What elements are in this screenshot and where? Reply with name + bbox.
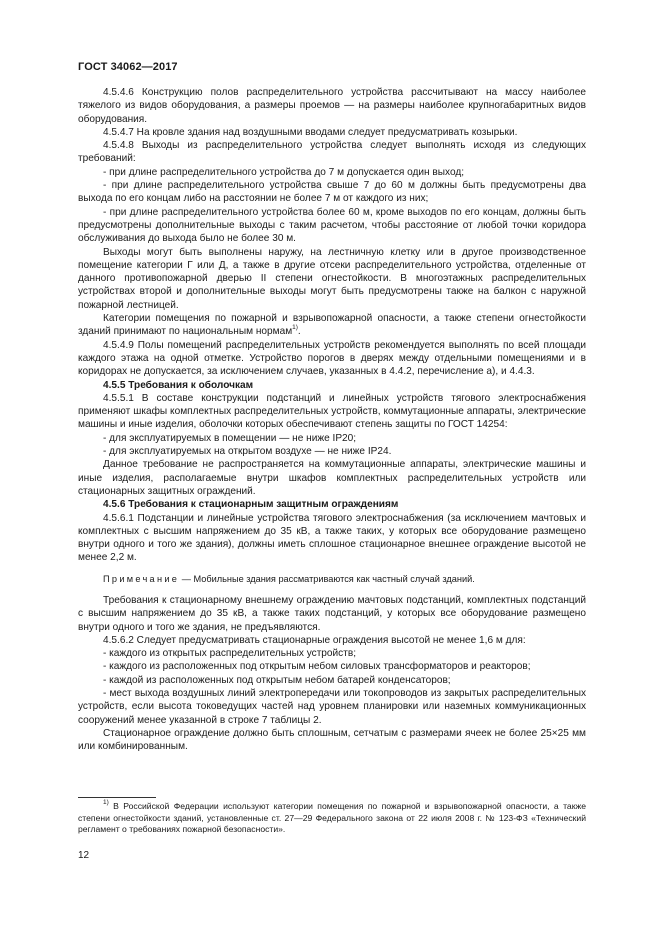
paragraph-4-5-6-1: 4.5.6.1 Подстанции и линейные устройства тягового электроснабжения (за исключением мачтовых и комплектных с высшим напряжением до 35 кВ, а также таких, у которых все оборудование размещено внутри одного и того же здания), должны иметь сплошное стационарное внешнее ограждение высотой не менее 2,2 м. [78, 512, 586, 564]
section-heading-4-5-6: 4.5.6 Требования к стационарным защитным ограждениям [103, 499, 399, 511]
list-item: - при длине распределительного устройства более 60 м, кроме выходов по его концам, должны быть предусмотрены дополнительные выходы с таким расчетом, чтобы расстояние от любой точки коридора обслуживания до выхода было не более 30 м. [78, 206, 586, 245]
paragraph-4-5-5-1: 4.5.5.1 В составе конструкции подстанций и линейных устройств тягового электроснабжения применяют шкафы комплектных распределительных устройств, коммутационные аппараты, электрические машины и иные изделия, оболочки которых обеспечивают степень защиты по ГОСТ 14254: [78, 392, 586, 431]
paragraph-4-5-4-9: 4.5.4.9 Полы помещений распределительных устройств рекомендуется выполнять по всей площади каждого этажа на одной отметке. Устройство порогов в дверях между отдельными помещениями и в коридорах не допускается, за исключением случаев, указанных в 4.4.2, перечисление а), и 4.4.3. [78, 339, 586, 378]
paragraph-exits: Выходы могут быть выполнены наружу, на лестничную клетку или в другое производственное помещение категории Г или Д, а также в другие отсеки распределительного устройства, отделенные от данного противопожарной дверью II степени огнестойкости. В многоэтажных распределительных устройствах второй и дополнительные выходы могут быть предусмотрены также на балкон с наружной пожарной лестницей. [78, 246, 586, 311]
paragraph-4-5-4-8: 4.5.4.8 Выходы из распределительного устройства следует выполнять исходя из следующих требований: [78, 140, 586, 165]
list-item: - мест выхода воздушных линий электропередачи или токопроводов из закрытых распределительных устройств, если высота токоведущих частей над уровнем планировки или наземных коммуникационных сооружений менее указанной в строке 7 таблицы 2. [78, 688, 586, 726]
footnote [78, 801, 586, 836]
paragraph-4-5-4-6: 4.5.4.6 Конструкцию полов распределительного устройства рассчитывают на массу наиболее тяжелого из видов оборудования, а размеры проемов — на размеры наиболее крупногабаритных видов оборудования. [78, 87, 586, 125]
paragraph-fence-requirements: Требования к стационарному внешнему ограждению мачтовых подстанций, комплектных подстанций с высшим напряжением до 35 кВ, а также таких подстанций, у которых все оборудование размещено внутри одного и того же здания, не предъявляются. [78, 594, 586, 633]
list-item: - для эксплуатируемых на открытом воздухе — не ниже IP24. [103, 446, 392, 458]
note [78, 573, 586, 586]
list-item: - каждого из открытых распределительных устройств; [103, 648, 357, 660]
paragraph-4-5-4-7: 4.5.4.7 На кровле здания над воздушными вводами следует предусматривать козырьки. [103, 126, 518, 138]
list-item: - каждой из расположенных под открытым небом батарей конденсаторов; [103, 674, 451, 686]
footnote-divider [78, 797, 156, 798]
list-item: - каждого из расположенных под открытым небом силовых трансформаторов и реакторов; [103, 661, 531, 673]
paragraph-fence-type: Стационарное ограждение должно быть сплошным, сетчатым с размерами ячеек не более 25×25 мм или комбинированным. [78, 727, 586, 753]
page-number: 12 [78, 850, 90, 861]
note-text: — Мобильные здания рассматриваются как частный случай зданий. [179, 573, 475, 584]
list-item: - для эксплуатируемых в помещении — не ниже IP20; [103, 432, 357, 444]
footnote-text: В Российской Федерации используют категории помещения по пожарной и взрывопожарной опасности, а также степени огнестойкости зданий, установленные ст. 27—29 Федерального закона от 22 июля 2008 г. № 123-ФЗ «Технический регламент о требованиях пожарной безопасности». [78, 801, 586, 835]
paragraph-categories [78, 312, 586, 339]
footnote-reference: 1) [292, 323, 298, 331]
standard-header: ГОСТ 34062—2017 [78, 61, 178, 73]
document-body [78, 86, 586, 754]
footnote-marker: 1) [103, 799, 109, 807]
paragraph-exception: Данное требование не распространяется на коммутационные аппараты, электрические машины и иные изделия, располагаемые внутри шкафов комплектных распределительных устройств или стационарных защитных ограждений. [78, 459, 586, 497]
paragraph-categories-end: . [297, 326, 301, 338]
list-item: - при длине распределительного устройства до 7 м допускается один выход; [103, 166, 465, 178]
paragraph-categories-text: Категории помещения по пожарной и взрывопожарной опасности, а также степени огнестойкости зданий принимают по национальным нормам [78, 313, 586, 338]
note-label: Примечание [103, 573, 180, 584]
paragraph-4-5-6-2: 4.5.6.2 Следует предусматривать стационарные ограждения высотой не менее 1,6 м для: [103, 634, 526, 646]
section-heading-4-5-5: 4.5.5 Требования к оболочкам [103, 379, 254, 391]
list-item: - при длине распределительного устройства свыше 7 до 60 м должны быть предусмотрены два выхода по его концам либо на расстоянии не более 7 м от каждого из них; [78, 180, 586, 205]
